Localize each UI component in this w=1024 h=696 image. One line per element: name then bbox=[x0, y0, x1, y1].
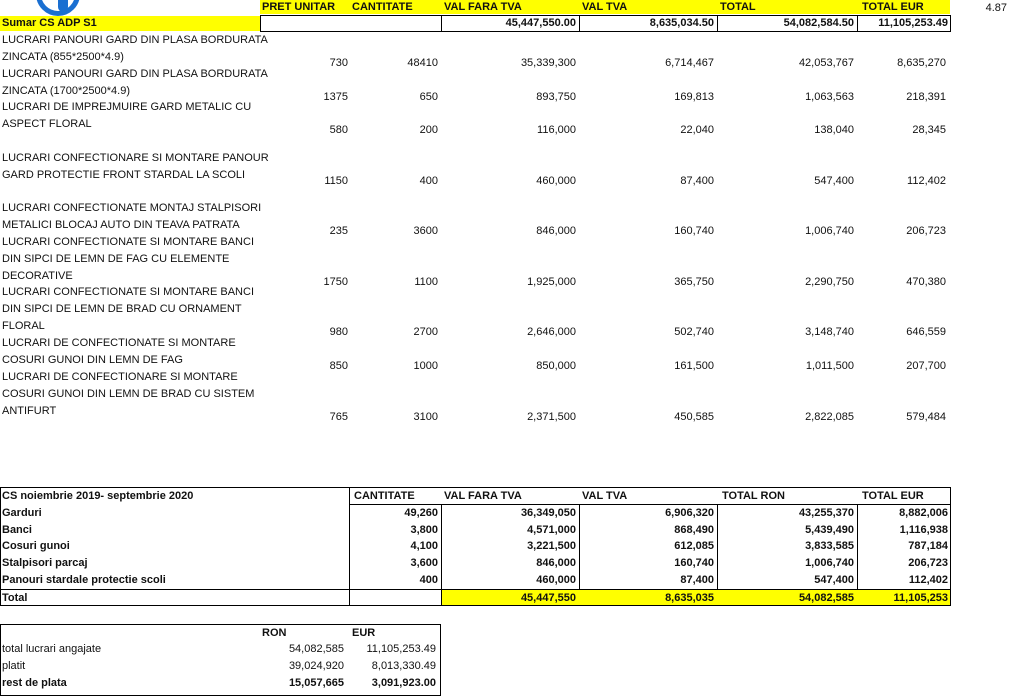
payment-label: total lucrari angajate bbox=[2, 643, 102, 655]
item-cantitate: 48410 bbox=[407, 57, 438, 69]
item-total-eur: 646,559 bbox=[906, 326, 946, 338]
col-cantitate: CANTITATE bbox=[352, 1, 413, 13]
cs-total-tva: 8,635,035 bbox=[665, 592, 714, 604]
item-pret-unitar: 580 bbox=[329, 124, 348, 136]
cs-row-fara: 460,000 bbox=[536, 573, 576, 586]
payment-label: rest de plata bbox=[2, 677, 67, 689]
item-val-fara-tva: 35,339,300 bbox=[520, 57, 576, 69]
item-val-tva: 161,500 bbox=[674, 360, 714, 372]
item-total-eur: 28,345 bbox=[912, 124, 946, 136]
item-val-tva: 365,750 bbox=[674, 276, 714, 288]
cs-total-eur: 11,105,253 bbox=[893, 592, 948, 604]
cs-row-name: Garduri bbox=[2, 507, 42, 519]
item-description-line: LUCRARI CONFECTIONARE SI MONTARE PANOUR bbox=[2, 152, 269, 164]
summary-total-eur: 11,105,253.49 bbox=[878, 17, 948, 29]
cs-row-ron: 43,255,370 bbox=[798, 507, 854, 519]
cs-row-fara: 36,349,050 bbox=[520, 507, 576, 519]
item-description-line: ZINCATA (855*2500*4.9) bbox=[2, 51, 124, 63]
cs-row-tva: 87,400 bbox=[680, 573, 714, 586]
cs-row-name: Cosuri gunoi bbox=[2, 540, 70, 553]
cs-row-name: Panouri stardale protectie scoli bbox=[2, 573, 166, 586]
cs-col-total-ron: TOTAL RON bbox=[722, 490, 785, 502]
col-total: TOTAL bbox=[720, 1, 756, 13]
item-cantitate: 650 bbox=[419, 91, 438, 103]
cs-row-ron: 3,833,585 bbox=[805, 540, 854, 553]
payment-ron: 54,082,585 bbox=[288, 643, 344, 655]
cs-row-fara: 4,571,000 bbox=[527, 523, 576, 536]
pay-col-ron: RON bbox=[262, 627, 287, 639]
cs-total-fara: 45,447,550 bbox=[520, 592, 576, 604]
item-pret-unitar: 980 bbox=[329, 326, 348, 338]
item-val-tva: 450,585 bbox=[674, 411, 714, 423]
item-description-line: ZINCATA (1700*2500*4.9) bbox=[2, 85, 130, 97]
cs-row-cantitate: 4,100 bbox=[410, 540, 438, 553]
cs-row-name: Banci bbox=[2, 523, 32, 536]
cs-row-cantitate: 49,260 bbox=[404, 507, 438, 519]
cs-row-tva: 868,490 bbox=[674, 523, 714, 536]
item-total: 1,006,740 bbox=[805, 225, 854, 237]
item-total: 1,063,563 bbox=[805, 91, 854, 103]
cs-row-tva: 160,740 bbox=[674, 557, 714, 570]
item-val-tva: 87,400 bbox=[680, 175, 714, 187]
summary-val-fara-tva: 45,447,550.00 bbox=[505, 17, 576, 29]
item-val-tva: 6,714,467 bbox=[665, 57, 714, 69]
summary-total: 54,082,584.50 bbox=[783, 17, 854, 29]
item-val-fara-tva: 1,925,000 bbox=[527, 276, 576, 288]
item-total: 2,822,085 bbox=[805, 411, 854, 423]
cs-row-fara: 846,000 bbox=[536, 557, 576, 570]
cs-row-eur: 1,116,938 bbox=[899, 523, 948, 536]
item-description-line: LUCRARI CONFECTIONATE SI MONTARE BANCI bbox=[2, 236, 255, 248]
item-val-tva: 169,813 bbox=[674, 91, 714, 103]
payment-label: platit bbox=[2, 660, 26, 672]
item-val-fara-tva: 850,000 bbox=[536, 360, 576, 372]
cs-col-total-eur: TOTAL EUR bbox=[862, 490, 924, 502]
col-pret-unitar: PRET UNITAR bbox=[262, 1, 336, 13]
item-description-line: ASPECT FLORAL bbox=[2, 118, 92, 130]
item-description-line: LUCRARI DE IMPREJMUIRE GARD METALIC CU bbox=[2, 101, 252, 113]
item-cantitate: 1000 bbox=[413, 360, 438, 372]
item-total: 1,011,500 bbox=[805, 360, 854, 372]
pay-col-eur: EUR bbox=[352, 627, 376, 639]
cs-row-eur: 787,184 bbox=[908, 540, 948, 553]
item-total-eur: 470,380 bbox=[906, 276, 946, 288]
item-total: 2,290,750 bbox=[805, 276, 854, 288]
item-cantitate: 2700 bbox=[413, 326, 438, 338]
item-description-line: COSURI GUNOI DIN LEMN DE FAG bbox=[2, 354, 183, 366]
cs-total-label: Total bbox=[2, 592, 28, 604]
item-description-line: LUCRARI DE CONFECTIONARE SI MONTARE bbox=[2, 371, 238, 383]
item-total-eur: 579,484 bbox=[906, 411, 946, 423]
cs-row-cantitate: 3,600 bbox=[410, 557, 438, 570]
cs-row-eur: 112,402 bbox=[908, 573, 948, 586]
summary-val-tva: 8,635,034.50 bbox=[649, 17, 714, 29]
item-description-line: LUCRARI CONFECTIONATE MONTAJ STALPISORI bbox=[2, 202, 262, 214]
item-val-fara-tva: 846,000 bbox=[536, 225, 576, 237]
item-description-line: LUCRARI PANOURI GARD DIN PLASA BORDURATA bbox=[2, 68, 268, 80]
item-description-line: METALICI BLOCAJ AUTO DIN TEAVA PATRATA bbox=[2, 219, 240, 231]
payment-ron: 39,024,920 bbox=[288, 660, 344, 672]
cs-row-tva: 612,085 bbox=[674, 540, 714, 553]
item-description-line: DECORATIVE bbox=[2, 270, 73, 282]
item-total: 138,040 bbox=[814, 124, 854, 136]
cs-row-cantitate: 3,800 bbox=[410, 523, 438, 536]
item-val-tva: 502,740 bbox=[674, 326, 714, 338]
payment-eur: 8,013,330.49 bbox=[371, 660, 436, 672]
item-description-line: FLORAL bbox=[2, 320, 45, 332]
cs-row-ron: 5,439,490 bbox=[805, 523, 854, 536]
item-cantitate: 3600 bbox=[413, 225, 438, 237]
item-val-fara-tva: 2,646,000 bbox=[527, 326, 576, 338]
item-total: 547,400 bbox=[814, 175, 854, 187]
payment-eur: 3,091,923.00 bbox=[371, 677, 436, 689]
item-val-fara-tva: 893,750 bbox=[536, 91, 576, 103]
item-val-fara-tva: 116,000 bbox=[537, 124, 576, 136]
item-cantitate: 1100 bbox=[414, 276, 438, 288]
exchange-rate: 4.87 bbox=[985, 2, 1007, 14]
item-description-line: LUCRARI PANOURI GARD DIN PLASA BORDURATA bbox=[2, 34, 268, 46]
item-description-line: LUCRARI CONFECTIONATE SI MONTARE BANCI bbox=[2, 286, 255, 298]
cs-row-name: Stalpisori parcaj bbox=[2, 557, 88, 570]
cs-row-tva: 6,906,320 bbox=[665, 507, 714, 519]
item-total: 42,053,767 bbox=[798, 57, 854, 69]
item-total: 3,148,740 bbox=[805, 326, 854, 338]
cs-col-cantitate: CANTITATE bbox=[354, 490, 415, 502]
item-cantitate: 400 bbox=[419, 175, 438, 187]
item-description-line: DIN SIPCI DE LEMN DE FAG CU ELEMENTE bbox=[2, 253, 230, 265]
item-total-eur: 218,391 bbox=[906, 91, 946, 103]
item-pret-unitar: 235 bbox=[329, 225, 348, 237]
item-val-tva: 160,740 bbox=[674, 225, 714, 237]
item-description-line: ANTIFURT bbox=[2, 405, 57, 417]
cs-row-ron: 547,400 bbox=[814, 573, 854, 586]
item-val-fara-tva: 2,371,500 bbox=[527, 411, 576, 423]
item-description-line: LUCRARI DE CONFECTIONATE SI MONTARE bbox=[2, 337, 236, 349]
item-total-eur: 8,635,270 bbox=[897, 57, 946, 69]
cs-row-ron: 1,006,740 bbox=[805, 557, 854, 570]
payment-ron: 15,057,665 bbox=[288, 677, 344, 689]
item-total-eur: 112,402 bbox=[907, 175, 946, 187]
cs-col-val-tva: VAL TVA bbox=[582, 490, 628, 502]
cs-total-ron: 54,082,585 bbox=[798, 592, 854, 604]
col-total-eur: TOTAL EUR bbox=[862, 1, 924, 13]
item-pret-unitar: 1150 bbox=[324, 175, 348, 187]
item-description-line: COSURI GUNOI DIN LEMN DE BRAD CU SISTEM bbox=[2, 388, 255, 400]
item-total-eur: 207,700 bbox=[906, 360, 946, 372]
item-pret-unitar: 850 bbox=[329, 360, 348, 372]
col-val-tva: VAL TVA bbox=[582, 1, 628, 13]
payment-eur: 11,105,253.49 bbox=[366, 643, 436, 655]
item-cantitate: 200 bbox=[419, 124, 438, 136]
item-cantitate: 3100 bbox=[413, 411, 438, 423]
item-pret-unitar: 1750 bbox=[323, 276, 348, 288]
item-pret-unitar: 730 bbox=[329, 57, 348, 69]
cs-row-fara: 3,221,500 bbox=[527, 540, 576, 553]
item-pret-unitar: 1375 bbox=[323, 91, 348, 103]
cs-col-val-fara-tva: VAL FARA TVA bbox=[444, 490, 522, 502]
col-val-fara-tva: VAL FARA TVA bbox=[444, 1, 522, 13]
cs-row-eur: 8,882,006 bbox=[899, 507, 948, 519]
item-val-tva: 22,040 bbox=[680, 124, 714, 136]
cs-row-cantitate: 400 bbox=[419, 573, 438, 586]
item-description-line: GARD PROTECTIE FRONT STARDAL LA SCOLI bbox=[2, 169, 246, 181]
logo-icon-inner bbox=[58, 0, 68, 12]
item-description-line: DIN SIPCI DE LEMN DE BRAD CU ORNAMENT bbox=[2, 303, 242, 315]
cs-row-eur: 206,723 bbox=[908, 557, 948, 570]
item-total-eur: 206,723 bbox=[906, 225, 946, 237]
summary-title: Sumar CS ADP S1 bbox=[2, 17, 97, 29]
item-val-fara-tva: 460,000 bbox=[536, 175, 576, 187]
cs-title: CS noiembrie 2019- septembrie 2020 bbox=[2, 490, 194, 502]
item-pret-unitar: 765 bbox=[329, 411, 348, 423]
